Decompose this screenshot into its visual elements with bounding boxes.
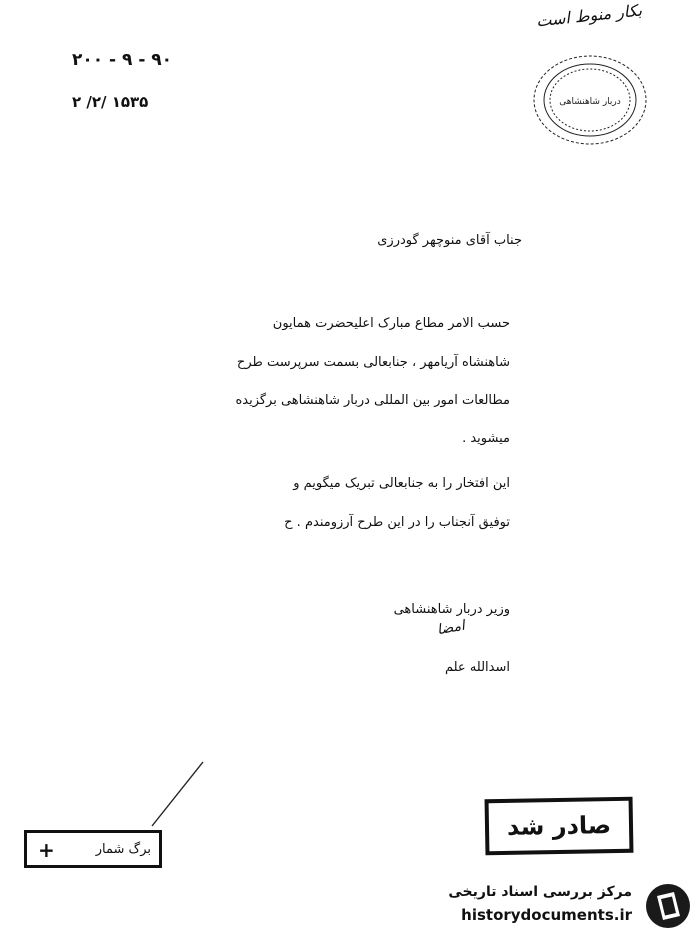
form-label: برگ شمار xyxy=(95,841,151,857)
body-line: شاهنشاه آریامهر ، جنابعالی بسمت سرپرست طرح xyxy=(236,355,510,370)
pen-stroke xyxy=(148,760,208,830)
signatory-title: وزیر دربار شاهنشاهی xyxy=(393,602,510,617)
archive-logo-icon xyxy=(644,882,692,930)
watermark-title: مرکز بررسی اسناد تاریخی xyxy=(448,884,632,900)
watermark xyxy=(410,880,692,932)
body-line: این افتخار را به جنابعالی تبریک میگویم و xyxy=(293,476,510,491)
body-line: حسب الامر مطاع مبارک اعلیحضرت همایون xyxy=(272,316,510,331)
handwritten-note: بکار منوط است xyxy=(535,0,643,31)
watermark-url: historydocuments.ir xyxy=(461,906,632,924)
addressee-line: جناب آقای منوچهر گودرزی xyxy=(377,233,522,248)
issued-stamp xyxy=(485,797,634,856)
court-seal xyxy=(525,50,655,150)
body-line: توفیق آنجناب را در این طرح آرزومندم . ح xyxy=(284,515,510,530)
form-mark: + xyxy=(38,838,55,862)
signature-mark: امضا xyxy=(436,617,467,639)
document-date: ۲ /۲/ ۱۵۳۵ xyxy=(72,93,149,111)
seal-text: دربار شاهنشاهی xyxy=(559,97,621,107)
body-line: مطالعات امور بین المللی دربار شاهنشاهی برگزیده xyxy=(235,393,510,408)
reference-number: ۲۰۰ - ۹ - ۹۰ xyxy=(72,50,173,70)
stamp-text: صادر شد xyxy=(506,811,612,841)
signatory-name: اسدالله علم xyxy=(444,660,510,675)
body-line: میشوید . xyxy=(462,431,510,446)
